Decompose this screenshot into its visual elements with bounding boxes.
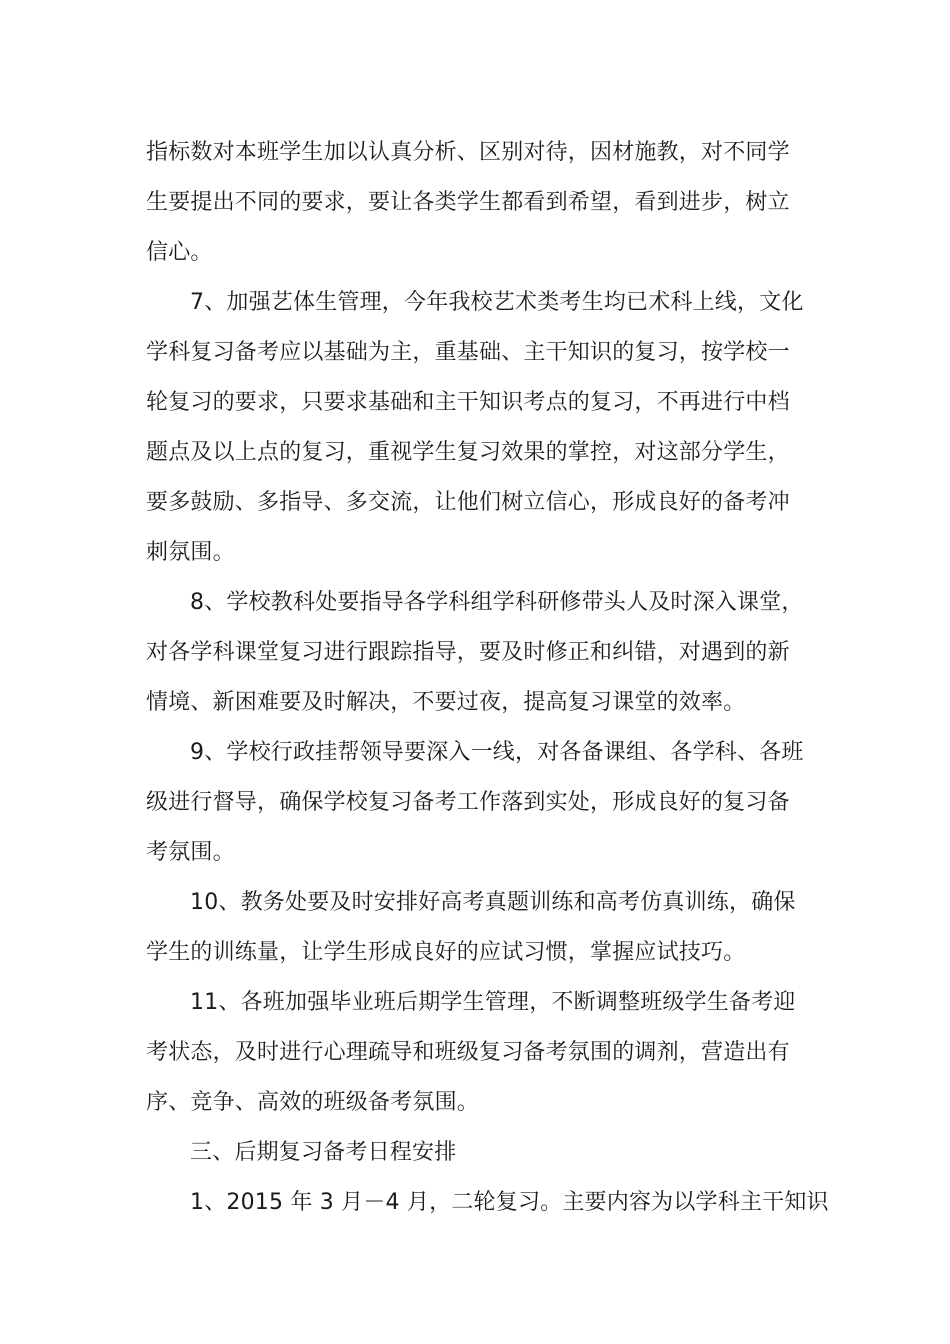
paragraph	[146, 1178, 829, 1228]
text-line: 11、各班加强毕业班后期学生管理，不断调整班级学生备考迎	[190, 990, 796, 1015]
text-line: 9、学校行政挂帮领导要深入一线，对各备课组、各学科、各班	[190, 740, 804, 765]
text-line: 要多鼓励、多指导、多交流，让他们树立信心，形成良好的备考冲	[146, 490, 790, 515]
text-line: 情境、新困难要及时解决，不要过夜，提高复习课堂的效率。	[146, 690, 746, 715]
text-line: 级进行督导，确保学校复习备考工作落到实处，形成良好的复习备	[146, 790, 790, 815]
text-line: 序、竞争、高效的班级备考氛围。	[146, 1090, 480, 1115]
text-line: 1、2015 年 3 月－4 月，二轮复习。主要内容为以学科主干知识	[190, 1190, 829, 1215]
paragraph	[146, 128, 806, 278]
text-line: 三、后期复习备考日程安排	[190, 1140, 457, 1165]
text-line: 考状态，及时进行心理疏导和班级复习备考氛围的调剂，营造出有	[146, 1040, 790, 1065]
paragraph	[146, 728, 806, 878]
text-line: 考氛围。	[146, 840, 235, 865]
text-line: 学生的训练量，让学生形成良好的应试习惯，掌握应试技巧。	[146, 940, 746, 965]
paragraph	[146, 578, 806, 728]
paragraph	[146, 878, 806, 978]
paragraph	[146, 278, 806, 578]
text-line: 指标数对本班学生加以认真分析、区别对待，因材施教，对不同学	[146, 140, 790, 165]
text-line: 刺氛围。	[146, 540, 235, 565]
text-line: 生要提出不同的要求，要让各类学生都看到希望，看到进步，树立	[146, 190, 790, 215]
text-line: 对各学科课堂复习进行跟踪指导，要及时修正和纠错，对遇到的新	[146, 640, 790, 665]
text-line: 10、教务处要及时安排好高考真题训练和高考仿真训练，确保	[190, 890, 796, 915]
text-line: 7、加强艺体生管理，今年我校艺术类考生均已术科上线，文化	[190, 290, 804, 315]
paragraph	[146, 978, 806, 1128]
paragraph	[146, 1128, 806, 1178]
text-line: 信心。	[146, 240, 213, 265]
document-body	[146, 128, 829, 1228]
text-line: 题点及以上点的复习，重视学生复习效果的掌控，对这部分学生，	[146, 440, 790, 465]
text-line: 学科复习备考应以基础为主，重基础、主干知识的复习，按学校一	[146, 340, 790, 365]
text-line: 轮复习的要求，只要求基础和主干知识考点的复习，不再进行中档	[146, 390, 790, 415]
text-line: 8、学校教科处要指导各学科组学科研修带头人及时深入课堂，	[190, 590, 804, 615]
